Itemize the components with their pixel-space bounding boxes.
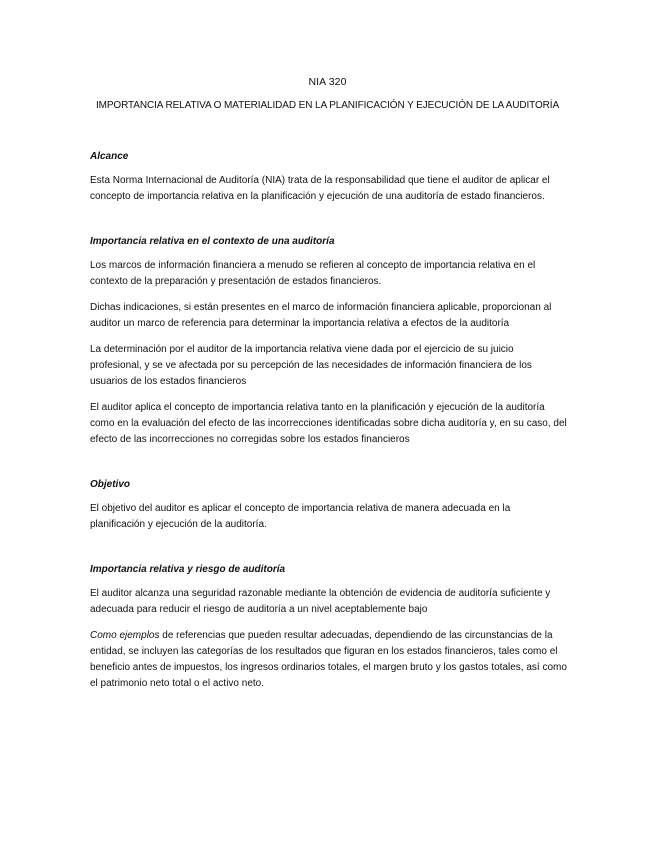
paragraph-riesgo-2-lead: Como ejemplos bbox=[90, 630, 160, 641]
paragraph-contexto-4: El auditor aplica el concepto de importancia relativa tanto en la planificación y ejecución de la auditoría como en la evaluación del efecto de las incorrecciones identificadas sobre dicha auditoría y, en su caso, del efecto de las incorrecciones no corregidas sobre los estados financieros bbox=[90, 402, 567, 445]
document-body bbox=[90, 149, 568, 692]
paragraph-riesgo-1: El auditor alcanza una seguridad razonable mediante la obtención de evidencia de auditoría suficiente y adecuada para reducir el riesgo de auditoría a un nivel aceptablemente bajo bbox=[90, 588, 551, 615]
paragraph-contexto-2: Dichas indicaciones, si están presentes en el marco de información financiera aplicable, proporcionan al auditor un marco de referencia para determinar la importancia relativa a efectos de la auditoría bbox=[90, 302, 552, 329]
paragraph-contexto-1: Los marcos de información financiera a menudo se refieren al concepto de importancia relativa en el contexto de la preparación y presentación de estados financieros. bbox=[90, 260, 536, 287]
paragraph-objetivo-1: El objetivo del auditor es aplicar el concepto de importancia relativa de manera adecuada en la planificación y ejecución de la auditoría. bbox=[90, 503, 511, 530]
paragraph-riesgo-2 bbox=[90, 628, 568, 692]
document-code: NIA 320 bbox=[308, 76, 347, 88]
paragraph-contexto-3: La determinación por el auditor de la importancia relativa viene dada por el ejercicio de su juicio profesional, y se ve afectada por su percepción de las necesidades de información financiera de los usuarios de los estados financieros bbox=[90, 344, 532, 387]
document-title: IMPORTANCIA RELATIVA O MATERIALIDAD EN LA PLANIFICACIÓN Y EJECUCIÓN DE LA AUDITORÍA bbox=[95, 100, 560, 111]
paragraph-riesgo-2-rest: de referencias que pueden resultar adecuadas, dependiendo de las circunstancias de la entidad, se incluyen las categorías de los resultados que figuran en los estados financieros, tales como el beneficio antes de impuestos, los ingresos ordinarios totales, el margen bruto y los gastos totales, así como el patrimonio neto total o el activo neto. bbox=[90, 630, 567, 689]
section-heading-alcance: Alcance bbox=[90, 151, 129, 162]
section-heading-riesgo: Importancia relativa y riesgo de auditoría bbox=[90, 564, 286, 575]
section-heading-contexto: Importancia relativa en el contexto de una auditoría bbox=[90, 236, 335, 247]
paragraph-alcance-1: Esta Norma Internacional de Auditoría (NIA) trata de la responsabilidad que tiene el auditor de aplicar el concepto de importancia relativa en la planificación y ejecución de una auditoría de estado financieros. bbox=[90, 175, 550, 202]
section-heading-objetivo: Objetivo bbox=[90, 479, 131, 490]
